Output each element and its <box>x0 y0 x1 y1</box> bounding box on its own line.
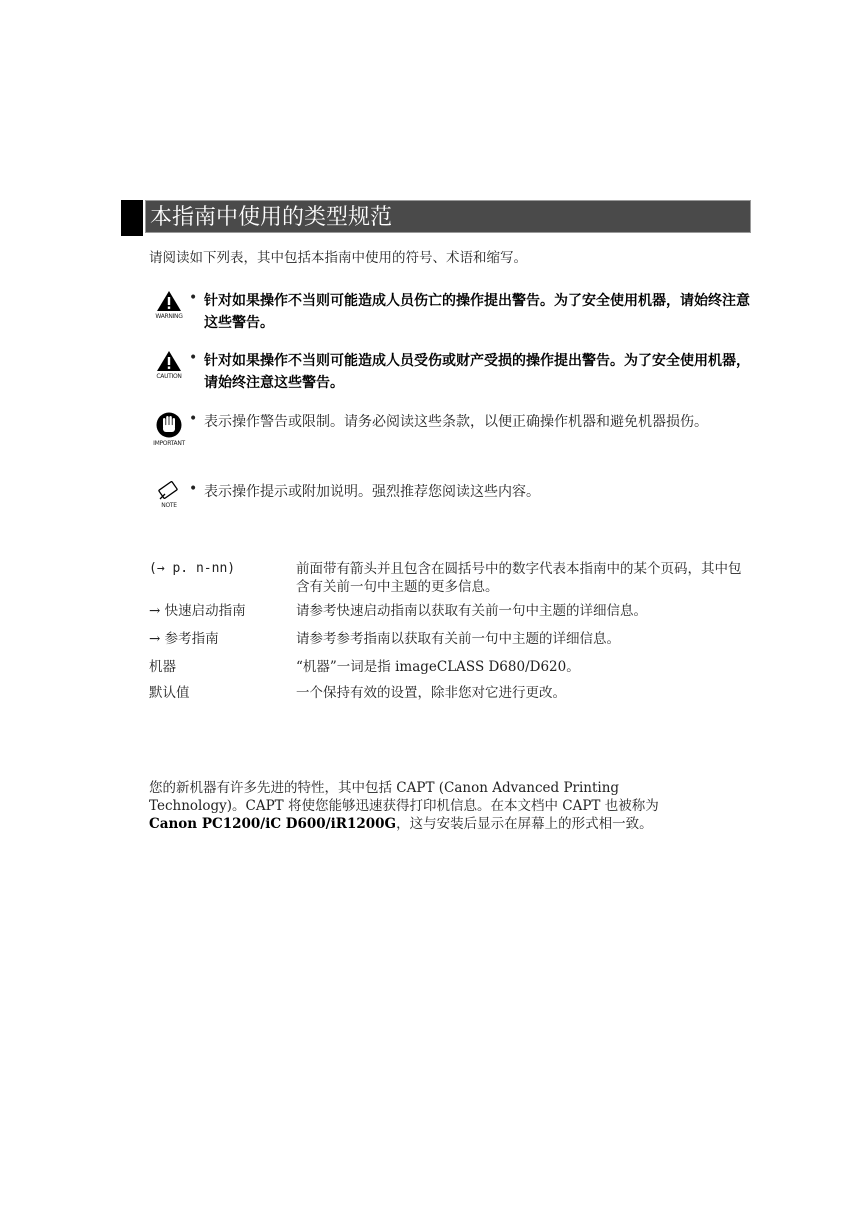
guide-name: 快速启动指南 <box>336 603 418 619</box>
bullet: • <box>189 481 198 497</box>
term-label: → 参考指南 <box>149 631 219 647</box>
term-definition: “机器”一词是指 imageCLASS D680/D620。 <box>296 659 580 675</box>
term-definition: 请参考参考指南以获取有关前一句中主题的详细信息。 <box>296 631 620 647</box>
bullet: • <box>189 350 198 366</box>
note-pencil-icon <box>156 481 182 501</box>
section-marker <box>121 200 143 236</box>
important-label: IMPORTANT <box>153 440 185 447</box>
notice-warning <box>148 290 752 336</box>
bullet: • <box>189 290 198 306</box>
term-row <box>149 630 753 650</box>
term-row <box>149 658 753 678</box>
note-label: NOTE <box>161 502 177 509</box>
warning-triangle-icon <box>156 290 182 312</box>
notice-important <box>148 411 752 457</box>
notice-text: 表示操作提示或附加说明。强烈推荐您阅读这些内容。 <box>204 484 540 500</box>
term-label: (→ p. n-nn) <box>149 561 236 576</box>
section-title: 本指南中使用的类型规范 <box>145 200 751 233</box>
intro-text: 请阅读如下列表，其中包括本指南中使用的符号、术语和缩写。 <box>149 250 527 266</box>
warning-label: WARNING <box>155 313 183 320</box>
guide-name: 参考指南 <box>336 631 391 647</box>
term-row <box>149 684 753 704</box>
term-definition: 一个保持有效的设置，除非您对它进行更改。 <box>296 685 566 701</box>
term-definition: 前面带有箭头并且包含在圆括号中的数字代表本指南中的某个页码，其中包含有关前一句中主题的更多信息。 <box>296 561 742 595</box>
bullet: • <box>189 411 198 427</box>
term-definition: 请参考快速启动指南以获取有关前一句中主题的详细信息。 <box>296 603 647 619</box>
caution-triangle-icon <box>156 350 182 372</box>
notice-text: 针对如果操作不当则可能造成人员伤亡的操作提出警告。为了安全使用机器，请始终注意这些警告。 <box>204 293 750 331</box>
notice-text: 表示操作警告或限制。请务必阅读这些条款，以便正确操作机器和避免机器损伤。 <box>204 414 708 430</box>
term-label: 机器 <box>149 659 176 675</box>
caution-label: CAUTION <box>156 373 182 380</box>
term-label: 默认值 <box>149 685 190 701</box>
term-row <box>149 602 753 622</box>
notice-text: 针对如果操作不当则可能造成人员受伤或财产受损的操作提出警告。为了安全使用机器，请始终注意这些警告。 <box>204 353 750 391</box>
notice-caution <box>148 350 752 396</box>
term-label: → 快速启动指南 <box>149 603 246 619</box>
notice-note <box>148 481 752 517</box>
product-name: Canon PC1200/iC D600/iR1200G <box>149 816 397 832</box>
important-hand-icon <box>156 411 182 439</box>
closing-paragraph: 您的新机器有许多先进的特性，其中包括 CAPT (Canon Advanced Printing Technology)。CAPT 将使您能够迅速获得打印机信息。在本文档中 CAPT 也被称为 Canon PC1200/iC D600/iR1200G，这与安装后显示在屏幕上的形式相一致。 <box>149 780 659 832</box>
term-row <box>149 560 753 596</box>
